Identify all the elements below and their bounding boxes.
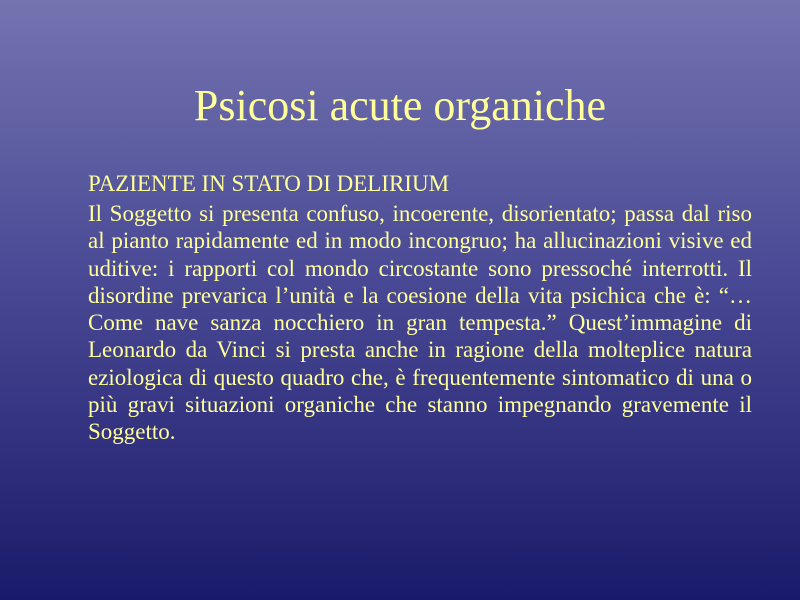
slide-body-text: Il Soggetto si presenta confuso, incoerente, disorientato; passa dal riso al pianto rapidamente ed in modo incongruo; ha allucinazioni visive ed uditive: i rapporti col mondo circostante sono pressoché interrotti. Il disordine prevarica l’unità e la coesione della vita psichica che è: “…Come nave sanza nocchiero in gran tempesta.” Quest’immagine di Leonardo da Vinci si presta anche in ragione della molteplice natura eziologica di questo quadro che, è frequentemente sintomatico di una o più gravi situazioni organiche che stanno impegnando gravemente il Soggetto.: [88, 201, 752, 445]
slide-title: Psicosi acute organiche: [193, 81, 607, 130]
slide-subheading: PAZIENTE IN STATO DI DELIRIUM: [88, 171, 450, 196]
